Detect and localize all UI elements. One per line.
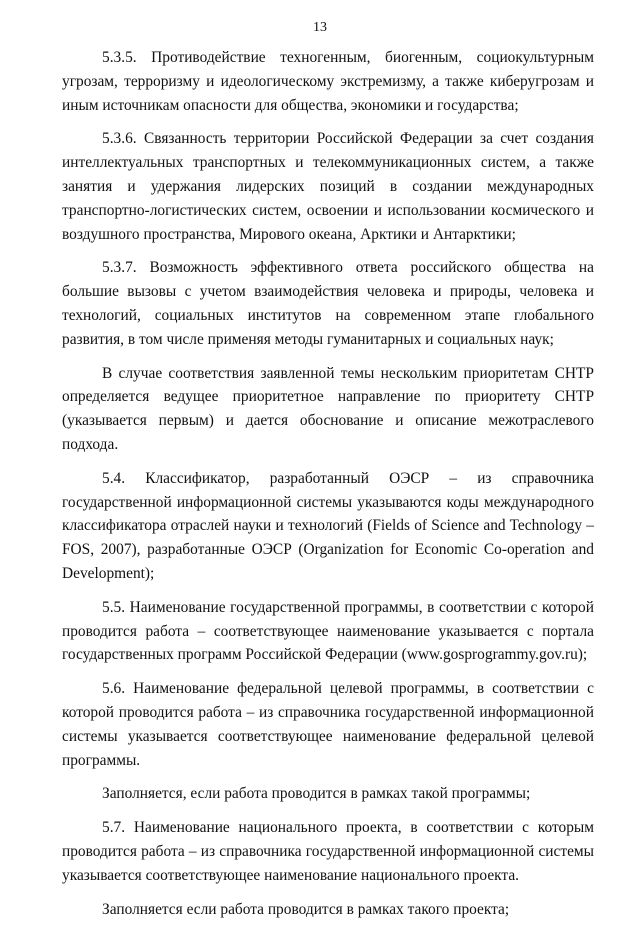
document-body [62, 46, 594, 931]
paragraph-5-3-7: 5.3.7. Возможность эффективного ответа российского общества на большие вызовы с учетом взаимодействия человека и природы, человека и технологий, социальных институтов на современном этапе глобального развития, в том числе применяя методы гуманитарных и социальных наук; [62, 259, 594, 348]
paragraph-5-7-note: Заполняется если работа проводится в рамках такого проекта; [102, 900, 510, 918]
paragraph-5-3-6: 5.3.6. Связанность территории Российской Федерации за счет создания интеллектуальных транспортных и телекоммуникационных систем, а также занятия и удержания лидерских позиций в создании международных транспортно-логистических систем, освоении и использовании космического и воздушного пространства, Мирового океана, Арктики и Антарктики; [62, 130, 594, 243]
paragraph-5-6: 5.6. Наименование федеральной целевой программы, в соответствии с которой проводится работа – из справочника государственной информационной системы указывается соответствующее наименование федеральной целевой программы. [62, 680, 594, 769]
paragraph-5-4: 5.4. Классификатор, разработанный ОЭСР – из справочника государственной информационной системы указываются коды международного классификатора отраслей науки и технологий (Fields of Science and Technology – FOS, 2007), разработанные ОЭСР (Organization for Economic Co-operation and Development); [62, 469, 594, 582]
paragraph-5-3-5: 5.3.5. Противодействие техногенным, биогенным, социокультурным угрозам, терроризму и идеологическому экстремизму, а также киберугрозам и иным источникам опасности для общества, экономики и государства; [62, 49, 594, 114]
page-number: 13 [313, 20, 327, 35]
paragraph-multiple-priorities: В случае соответствия заявленной темы нескольким приоритетам СНТР определяется ведущее приоритетное направление по приоритету СНТР (указывается первым) и дается обоснование и описание межотраслевого подхода. [62, 364, 594, 453]
paragraph-5-6-note: Заполняется, если работа проводится в рамках такой программы; [102, 785, 531, 803]
paragraph-5-5: 5.5. Наименование государственной программы, в соответствии с которой проводится работа – соответствующее наименование указывается с портала государственных программ Российской Федерации (www.gosprogrammy.gov.ru); [62, 598, 594, 664]
paragraph-5-7: 5.7. Наименование национального проекта, в соответствии с которым проводится работа – из справочника государственной информационной системы указывается соответствующее наименование национального проекта. [62, 819, 594, 884]
